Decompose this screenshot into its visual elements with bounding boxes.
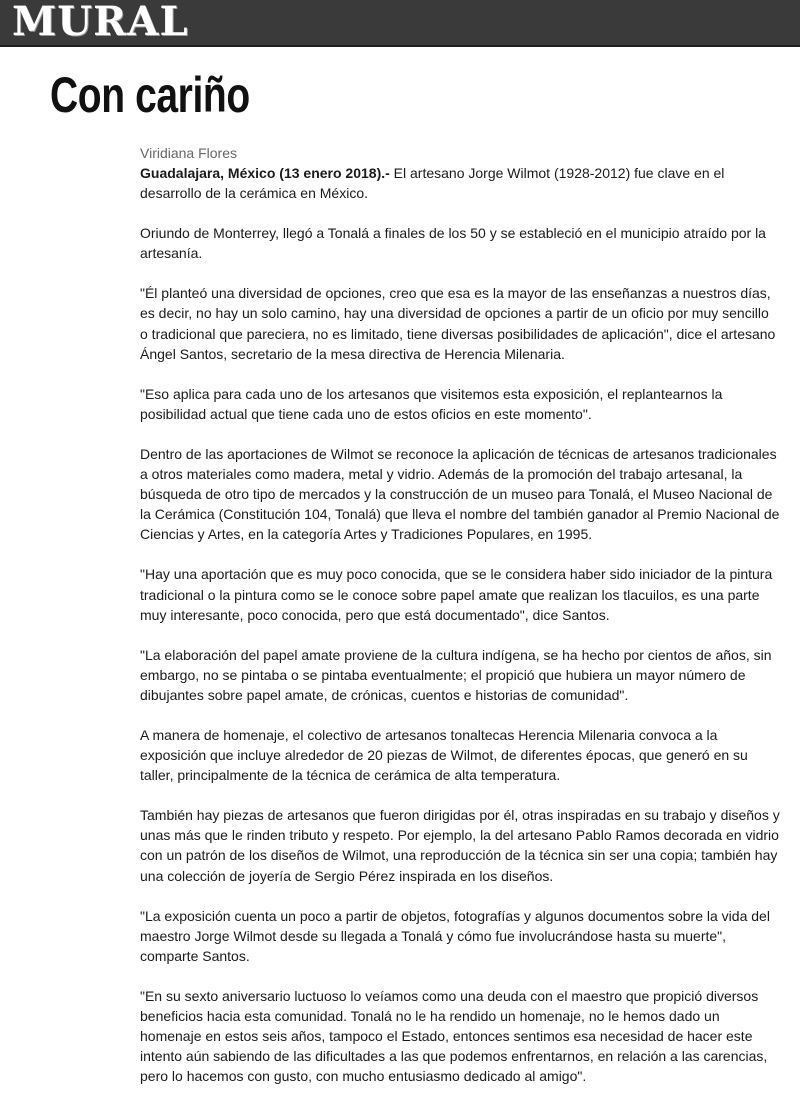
dateline: Guadalajara, México (13 enero 2018).- bbox=[140, 165, 390, 181]
paragraph: Dentro de las aportaciones de Wilmot se reconoce la aplicación de técnicas de artesanos tradicionales a otros materiales como madera, metal y vidrio. Además de la promoción del trabajo artesanal, la búsqueda de otro tipo de mercados y la construcción de un museo para Tonalá, el Museo Nacional de la Cerámica (Constitución 104, Tonalá) que lleva el nombre del también ganador al Premio Nacional de Ciencias y Artes, en la categoría Artes y Tradiciones Populares, en 1995. bbox=[140, 445, 780, 543]
article-title: Con cariño bbox=[50, 67, 250, 123]
paragraph: "Hay una aportación que es muy poco conocida, que se le considera haber sido iniciador de la pintura tradicional o la pintura como se le conoce sobre papel amate que realizan los tlacuilos, es una parte muy interesante, poco conocida, pero que está documentado", dice Santos. bbox=[140, 566, 773, 623]
article-body bbox=[140, 143, 780, 1106]
paragraph: "Él planteó una diversidad de opciones, creo que esa es la mayor de las enseñanzas a nuestros días, es decir, no hay un solo camino, hay una diversidad de opciones a partir de un oficio por muy sencillo o tradicional que pareciera, no es limitado, tiene diversas posibilidades de aplicación", dice el artesano Ángel Santos, secretario de la mesa directiva de Herencia Milenaria. bbox=[140, 285, 776, 362]
mural-logo[interactable]: MURAL bbox=[12, 0, 189, 45]
paragraph: Oriundo de Monterrey, llegó a Tonalá a finales de los 50 y se estableció en el municipio atraído por la artesanía. bbox=[140, 225, 766, 262]
author-byline: Viridiana Flores bbox=[140, 145, 238, 161]
lead-paragraph bbox=[140, 163, 780, 203]
masthead bbox=[0, 0, 800, 47]
paragraph: "Eso aplica para cada uno de los artesanos que visitemos esta exposición, el replantearnos la posibilidad actual que tiene cada uno de estos oficios en este momento". bbox=[140, 385, 723, 422]
lead-text: El artesano Jorge Wilmot (1928-2012) fue clave en el desarrollo de la cerámica en México. bbox=[140, 165, 725, 202]
paragraph: "La exposición cuenta un poco a partir de objetos, fotografías y algunos documentos sobre la vida del maestro Jorge Wilmot desde su llegada a Tonalá y cómo fue involucrándose hasta su muerte", comparte Santos. bbox=[140, 907, 770, 964]
paragraph: "La elaboración del papel amate proviene de la cultura indígena, se ha hecho por cientos de años, sin embargo, no se pintaba o se pintaba eventualmente; el propició que hubiera un mayor número de dibujantes sobre papel amate, de crónicas, cuentos e historias de comunidad". bbox=[140, 646, 772, 703]
paragraph: A manera de homenaje, el colectivo de artesanos tonaltecas Herencia Milenaria convoca a la exposición que incluye alrededor de 20 piezas de Wilmot, de diferentes épocas, que generó en su taller, principalmente de la técnica de cerámica de alta temperatura. bbox=[140, 726, 748, 784]
paragraph: "En su sexto aniversario luctuoso lo veíamos como una deuda con el maestro que propició diversos beneficios hacia esta comunidad. Tonalá no le ha rendido un homenaje, no le hemos dado un homenaje en estos seis años, tampoco el Estado, entonces sentimos esa necesidad de hacer este intento aún sabiendo de las dificultades a las que podemos enfrentarnos, en relación a las carencias, pero lo hacemos con gusto, con mucho entusiasmo dedicado al amigo". bbox=[140, 987, 768, 1085]
paragraph: También hay piezas de artesanos que fueron dirigidas por él, otras inspiradas en su trabajo y diseños y unas más que le rinden tributo y respeto. Por ejemplo, la del artesano Pablo Ramos decorada en vidrio con un patrón de los diseños de Wilmot, una reproducción de la técnica sin ser una copia; también hay una colección de joyería de Sergio Pérez inspirada en los diseños. bbox=[140, 807, 780, 884]
